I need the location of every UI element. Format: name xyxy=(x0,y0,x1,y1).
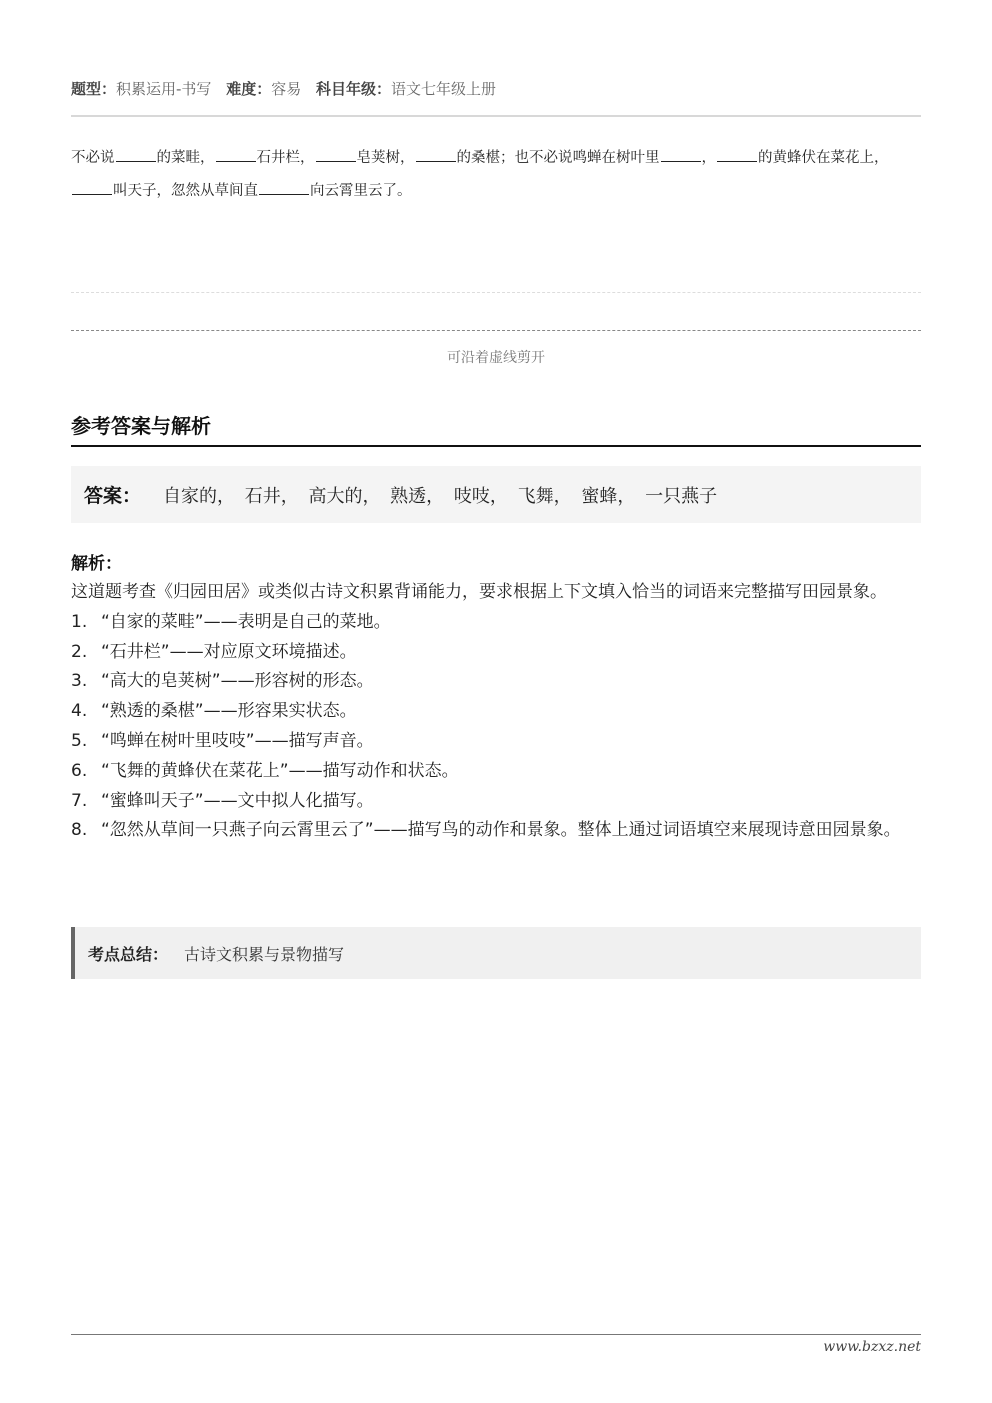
item-number: 5. xyxy=(71,730,88,751)
question-text xyxy=(71,142,921,208)
item-text: “高大的皂荚树”——形容树的形态。 xyxy=(101,671,374,692)
analysis-item xyxy=(71,757,921,787)
fill-blank xyxy=(259,180,309,195)
cut-dashed-line xyxy=(71,330,921,331)
summary-text: 古诗文积累与景物描写 xyxy=(184,944,345,964)
answer-space-dashed-line xyxy=(71,292,921,293)
item-number: 6. xyxy=(71,760,88,781)
fill-blank xyxy=(72,180,112,195)
difficulty-label: 难度： xyxy=(226,80,272,98)
item-text: “蜜蜂叫天子”——文中拟人化描写。 xyxy=(101,790,374,811)
fill-blank xyxy=(416,147,456,162)
fill-blank xyxy=(216,147,256,162)
analysis-item xyxy=(71,667,921,697)
analysis-label: 解析： xyxy=(71,554,122,574)
subject-value: 语文七年级上册 xyxy=(391,80,497,98)
fill-blank xyxy=(717,147,757,162)
question-segment: 叫天子，忽然从草间直 xyxy=(113,183,258,199)
footer-divider xyxy=(71,1334,921,1335)
analysis-item xyxy=(71,608,921,638)
fill-blank xyxy=(316,147,356,162)
item-text: “飞舞的黄蜂伏在菜花上”——描写动作和状态。 xyxy=(101,760,459,781)
fill-blank xyxy=(116,147,156,162)
question-segment: 的黄蜂伏在菜花上， xyxy=(758,150,889,166)
item-text: “熟透的桑椹”——形容果实状态。 xyxy=(101,701,357,722)
question-segment: 皂荚树， xyxy=(356,150,415,166)
key-point-summary xyxy=(71,927,921,979)
analysis-item xyxy=(71,816,921,846)
summary-label: 考点总结： xyxy=(88,944,169,964)
section-divider xyxy=(71,445,921,447)
answer-text: 自家的， 石井， 高大的， 熟透， 吱吱， 飞舞， 蜜蜂， 一只燕子 xyxy=(163,485,718,507)
item-text: “忽然从草间一只燕子向云霄里云了”——描写鸟的动作和景象。整体上通过词语填空来展现诗意田园景象。 xyxy=(101,820,901,841)
item-number: 3. xyxy=(71,671,88,692)
question-segment: 的桑椹；也不必说鸣蝉在树叶里 xyxy=(456,150,660,166)
analysis-item xyxy=(71,787,921,817)
item-number: 7. xyxy=(71,790,88,811)
item-text: “自家的菜畦”——表明是自己的菜地。 xyxy=(101,611,391,632)
question-meta xyxy=(71,78,506,99)
question-segment: 不必说 xyxy=(71,150,115,166)
cut-hint: 可沿着虚线剪开 xyxy=(447,350,545,366)
answer-label: 答案： xyxy=(84,485,142,507)
question-segment: 向云霄里云了。 xyxy=(310,183,412,199)
analysis-item xyxy=(71,638,921,668)
difficulty-value: 容易 xyxy=(271,80,302,98)
item-text: “鸣蝉在树叶里吱吱”——描写声音。 xyxy=(101,730,374,751)
item-number: 2. xyxy=(71,641,88,662)
item-number: 8. xyxy=(71,820,88,841)
item-number: 1. xyxy=(71,611,88,632)
analysis-intro: 这道题考查《归园田居》或类似古诗文积累背诵能力，要求根据上下文填入恰当的词语来完整描写田园景象。 xyxy=(71,582,887,602)
question-segment: 的菜畦， xyxy=(156,150,215,166)
question-segment: 石井栏， xyxy=(256,150,315,166)
question-segment: ， xyxy=(701,150,716,166)
answer-box xyxy=(71,466,921,523)
answer-section-title: 参考答案与解析 xyxy=(71,414,211,438)
item-text: “石井栏”——对应原文环境描述。 xyxy=(101,641,357,662)
analysis-item xyxy=(71,697,921,727)
subject-label: 科目年级： xyxy=(316,80,392,98)
footer-site-link[interactable]: www.bzxz.net xyxy=(823,1339,921,1355)
item-number: 4. xyxy=(71,701,88,722)
analysis-body xyxy=(71,578,921,846)
fill-blank xyxy=(661,147,701,162)
type-value: 积累运用-书写 xyxy=(116,80,212,98)
type-label: 题型： xyxy=(71,80,117,98)
meta-divider xyxy=(71,115,921,117)
analysis-item xyxy=(71,727,921,757)
